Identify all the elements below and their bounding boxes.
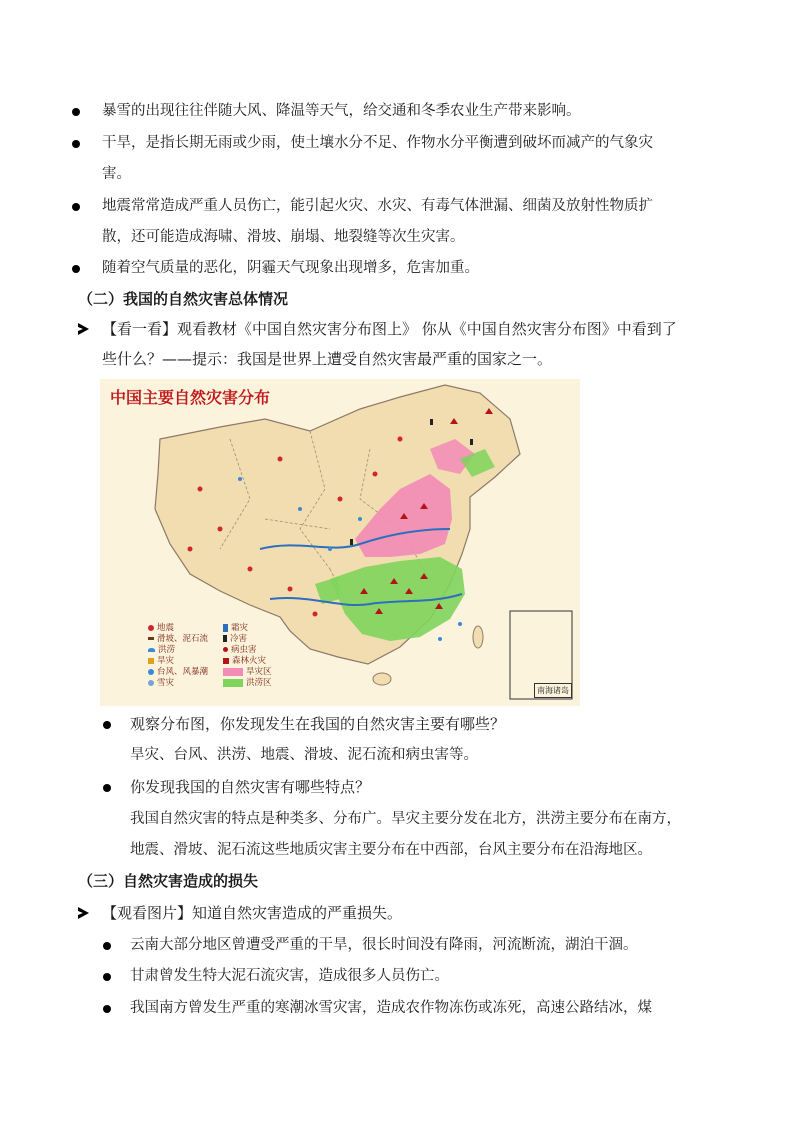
arrow-bullet-icon bbox=[78, 323, 89, 335]
bullet-dot bbox=[72, 265, 80, 273]
bullet-dot bbox=[103, 942, 111, 950]
bullet-dot bbox=[103, 1005, 111, 1013]
bullet-text: 干旱，是指长期无雨或少雨，使土壤水分不足、作物水分平衡遭到破坏而减产的气象灾 bbox=[102, 135, 653, 151]
legend-item: 霜灾 bbox=[223, 623, 248, 634]
legend-item: 洪涝区 bbox=[223, 678, 272, 689]
snow-icon bbox=[148, 680, 154, 686]
legend-item: 滑坡、泥石流 bbox=[148, 634, 208, 645]
landslide-icon bbox=[148, 637, 154, 640]
section-heading: （二）我国的自然灾害总体情况 bbox=[78, 290, 289, 308]
legend-item: 森林火灾 bbox=[223, 656, 266, 667]
legend-item: 旱灾 bbox=[148, 656, 174, 667]
flood-zone-swatch bbox=[223, 679, 243, 687]
bullet-dot bbox=[103, 721, 111, 729]
loss-item: 我国南方曾发生严重的寒潮冰雪灾害，造成农作物冻伤或冻死，高速公路结冰，煤 bbox=[130, 1000, 652, 1016]
answer-2: 我国自然灾害的特点是种类多、分布广。旱灾主要分发在北方，洪涝主要分布在南方， bbox=[130, 811, 681, 827]
legend-item: 台风、风暴潮 bbox=[148, 667, 208, 678]
bullet-dot bbox=[103, 784, 111, 792]
look-prompt-cont: 些什么？——提示：我国是世界上遭受自然灾害最严重的国家之一。 bbox=[102, 350, 553, 368]
loss-item: 甘肃曾发生特大泥石流灾害，造成很多人员伤亡。 bbox=[130, 968, 449, 984]
china-disaster-map bbox=[100, 379, 580, 706]
bullet-dot bbox=[103, 973, 111, 981]
inset-label: 南海诸岛 bbox=[534, 683, 572, 698]
legend-item: 病虫害 bbox=[223, 645, 257, 656]
question-1: 观察分布图，你发现发生在我国的自然灾害主要有哪些？ bbox=[130, 715, 506, 733]
legend-item: 洪涝 bbox=[148, 645, 175, 656]
legend-item: 雪灾 bbox=[148, 678, 174, 689]
legend-item: 旱灾区 bbox=[223, 667, 272, 678]
earthquake-icon bbox=[148, 625, 154, 631]
bullet-dot bbox=[72, 140, 80, 148]
answer-1: 旱灾、台风、洪涝、地震、滑坡、泥石流和病虫害等。 bbox=[130, 747, 478, 763]
bullet-text: 暴雪的出现往往伴随大风、降温等天气，给交通和冬季农业生产带来影响。 bbox=[102, 103, 581, 119]
bullet-text: 随着空气质量的恶化，阴霾天气现象出现增多，危害加重。 bbox=[102, 260, 479, 276]
watch-prompt: 【观看图片】知道自然灾害造成的严重损失。 bbox=[102, 904, 403, 922]
bullet-dot bbox=[72, 203, 80, 211]
map-legend bbox=[108, 623, 408, 703]
frost-icon bbox=[223, 624, 228, 632]
bullet-dot bbox=[72, 108, 80, 116]
loss-item: 云南大部分地区曾遭受严重的干旱，很长时间没有降雨，河流断流，湖泊干涸。 bbox=[130, 937, 638, 953]
bullet-text: 地震常常造成严重人员伤亡，能引起火灾、水灾、有毒气体泄漏、细菌及放射性物质扩 bbox=[102, 198, 653, 214]
map-title: 中国主要自然灾害分布 bbox=[110, 388, 271, 407]
drought-icon bbox=[148, 658, 154, 664]
legend-item: 地震 bbox=[148, 623, 174, 634]
look-prompt: 【看一看】观看教材《中国自然灾害分布图上》 你从《中国自然灾害分布图》中看到了 bbox=[102, 320, 677, 338]
forest-fire-icon bbox=[223, 658, 229, 664]
bullet-text-cont: 害。 bbox=[102, 166, 131, 182]
bullet-text-cont: 散，还可能造成海啸、滑坡、崩塌、地裂缝等次生灾害。 bbox=[102, 229, 465, 245]
typhoon-icon bbox=[148, 669, 154, 675]
answer-2-cont: 地震、滑坡、泥石流这些地质灾害主要分布在中西部，台风主要分布在沿海地区。 bbox=[130, 842, 652, 858]
drought-zone-swatch bbox=[223, 668, 243, 676]
cold-icon bbox=[223, 635, 227, 642]
question-2: 你发现我国的自然灾害有哪些特点？ bbox=[130, 778, 371, 796]
section-heading: （三）自然灾害造成的损失 bbox=[78, 872, 259, 890]
flood-icon bbox=[148, 648, 155, 652]
pest-icon bbox=[223, 647, 228, 652]
legend-item: 冷害 bbox=[223, 634, 247, 645]
arrow-bullet-icon bbox=[78, 907, 89, 919]
